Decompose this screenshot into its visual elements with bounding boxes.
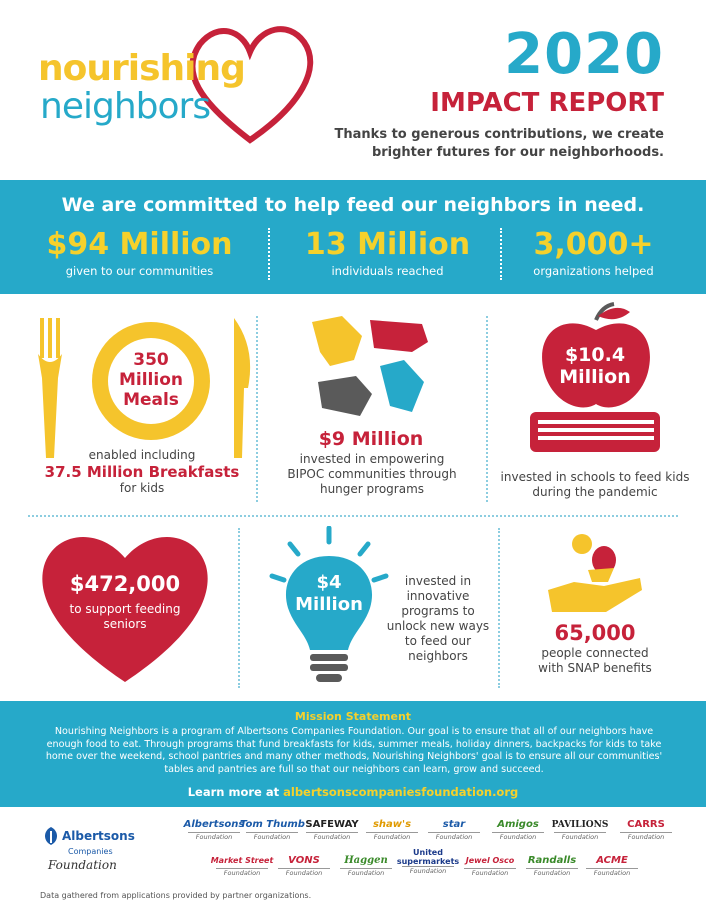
grid-divider xyxy=(498,528,500,688)
banner-headline: We are committed to help feed our neighbors in need. xyxy=(61,194,645,216)
snap-value: 65,000 xyxy=(554,621,636,645)
innovation-value-line2: Million xyxy=(295,594,363,615)
stat-label: given to our communities xyxy=(65,264,214,278)
brand-foundation-label: Foundation xyxy=(246,832,298,842)
brand-tom-thumb xyxy=(240,818,304,842)
brand-foundation-label: Foundation xyxy=(554,832,606,842)
meals-line3: Meals xyxy=(123,390,179,410)
brand-foundation-label: Foundation xyxy=(464,868,516,878)
meals-value xyxy=(92,350,210,410)
albertsons-foundation-logo xyxy=(40,825,150,872)
tagline: Thanks to generous contributions, we create brighter futures for our neighborhoods. xyxy=(334,127,664,160)
brand-foundation-label: Foundation xyxy=(216,868,268,878)
innovation-caption: invested in innovative programs to unlock new ways to feed our neighbors xyxy=(386,574,490,663)
meals-caption-pre: enabled including xyxy=(88,448,196,462)
brand-foundation-label: Foundation xyxy=(428,832,480,842)
brand-name: VONS xyxy=(288,855,320,866)
report-title: IMPACT REPORT xyxy=(430,88,664,118)
brand-randalls xyxy=(520,854,584,878)
brand-albertsons xyxy=(182,818,246,842)
brand-united xyxy=(396,848,460,876)
albertsons-name: Albertsons xyxy=(62,829,135,843)
learn-more-prefix: Learn more at xyxy=(187,785,280,799)
brand-foundation-label: Foundation xyxy=(340,868,392,878)
brand-name: PAVILIONS xyxy=(551,820,609,830)
brand-foundation-label: Foundation xyxy=(620,832,672,842)
snap-caption: people connected with SNAP benefits xyxy=(538,646,652,675)
brand-foundation-label: Foundation xyxy=(586,868,638,878)
brand-name: star xyxy=(442,819,466,830)
seniors-value: $472,000 xyxy=(69,572,181,596)
schools-value-line2: Million xyxy=(559,366,631,388)
albertsons-foundation-label: Foundation xyxy=(48,858,117,872)
learn-more xyxy=(0,785,706,799)
brand-carrs xyxy=(614,818,678,842)
brand-name: CARRS xyxy=(627,819,665,830)
brand-name: Tom Thumb xyxy=(240,819,305,830)
schools-caption: invested in schools to feed kids during the pandemic xyxy=(500,470,690,499)
stat-label: individuals reached xyxy=(331,264,444,278)
grid-divider xyxy=(28,515,678,517)
brand-name: Haggen xyxy=(344,855,388,866)
meals-line2: Million xyxy=(118,370,183,390)
footnote: Data gathered from applications provided by partner organizations. xyxy=(40,891,312,900)
brand-jewel-osco xyxy=(458,854,522,878)
brand-foundation-label: Foundation xyxy=(188,832,240,842)
grid-divider xyxy=(486,316,488,502)
brand-amigos xyxy=(486,818,550,842)
meals-caption-post: for kids xyxy=(119,481,165,495)
brand-name: Randalls xyxy=(527,855,577,866)
meals-caption xyxy=(32,448,252,496)
schools-value-line1: $10.4 xyxy=(564,344,626,366)
brand-foundation-label: Foundation xyxy=(526,868,578,878)
brand-pavilions xyxy=(548,818,612,842)
brand-name: shaw's xyxy=(372,819,412,830)
brand-shaws xyxy=(360,818,424,842)
logo-word-neighbors: neighbors xyxy=(40,86,211,127)
report-year: 2020 xyxy=(504,22,664,87)
innovation-value xyxy=(290,572,368,616)
brand-foundation-label: Foundation xyxy=(402,866,454,876)
hands-icon xyxy=(312,316,432,424)
albertsons-logo-icon xyxy=(40,825,62,847)
brand-foundation-label: Foundation xyxy=(278,868,330,878)
brand-haggen xyxy=(334,854,398,878)
brand-vons xyxy=(272,854,336,878)
grid-divider xyxy=(238,528,240,688)
stat-value: 3,000+ xyxy=(533,227,654,262)
bipoc-value: $9 Million xyxy=(318,428,424,450)
stat-individuals xyxy=(270,226,505,278)
brand-market-street xyxy=(210,854,274,878)
brand-foundation-label: Foundation xyxy=(492,832,544,842)
brand-name: Jewel Osco xyxy=(465,856,515,865)
logo-word-nourishing: nourishing xyxy=(38,48,245,89)
brand-name: United supermarkets xyxy=(396,848,460,866)
brand-name: Albertsons xyxy=(183,819,245,830)
breakfasts-highlight: 37.5 Million Breakfasts xyxy=(44,463,240,481)
brand-foundation-label: Foundation xyxy=(306,832,358,842)
brand-name: SAFEWAY xyxy=(305,819,359,830)
bipoc-caption: invested in empowering BIPOC communities through hunger programs xyxy=(287,452,457,496)
stat-organizations xyxy=(476,226,706,278)
innovation-value-line1: $4 xyxy=(316,572,342,593)
brand-safeway xyxy=(300,818,364,842)
foundation-link[interactable]: albertsonscompaniesfoundation.org xyxy=(283,785,519,799)
brand-acme xyxy=(580,854,644,878)
brand-foundation-label: Foundation xyxy=(366,832,418,842)
hand-food-icon xyxy=(544,530,644,618)
brand-name: ACME xyxy=(596,855,628,866)
stat-value: $94 Million xyxy=(46,227,233,262)
brand-name: Amigos xyxy=(497,819,539,830)
brand-name: Market Street xyxy=(210,856,274,865)
stat-given xyxy=(22,226,257,278)
seniors-caption: to support feeding seniors xyxy=(69,602,181,631)
stat-value: 13 Million xyxy=(304,227,471,262)
albertsons-sub: Companies xyxy=(68,847,113,856)
stat-label: organizations helped xyxy=(533,264,654,278)
brand-star-market xyxy=(422,818,486,842)
meals-line1: 350 xyxy=(133,350,169,370)
mission-title: Mission Statement xyxy=(294,710,412,723)
mission-body: Nourishing Neighbors is a program of Albertsons Companies Foundation. Our goal is to ensure that all of our neighbors have enough food to eat. Through programs that fund breakfasts for kids, summer meals, holiday dinners, backpacks for kids to take home over the weekend, school pantries and many other methods, Nourishing Neighbors' goal is to ensure all our communities' tables and pantries are full so that our neighbors can learn, grow and succeed. xyxy=(45,726,663,775)
schools-value xyxy=(540,344,650,388)
